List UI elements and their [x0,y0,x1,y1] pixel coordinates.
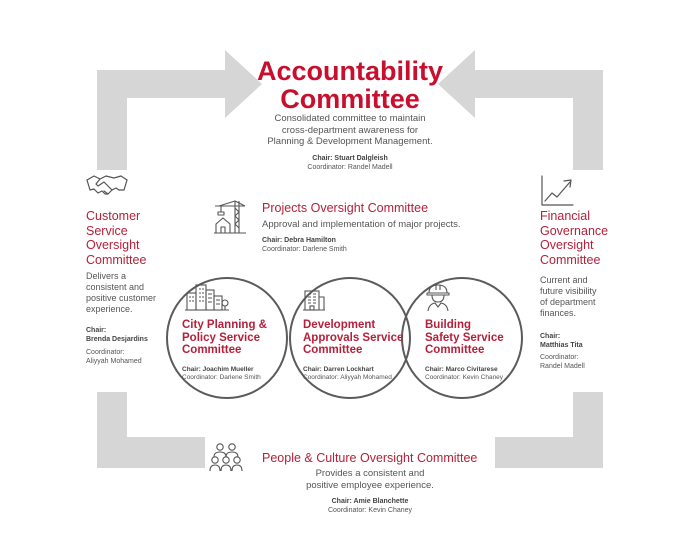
development-title [303,319,413,357]
development-coordinator: Coordinator: Aliyyah Mohamed [303,374,392,381]
city-planning-chair: Chair: Joachim Mueller [182,366,254,373]
city-planning-title-line3: Committee [182,344,242,356]
projects-description: Approval and implementation of major projects. [262,219,461,230]
customer-service-desc-line3: positive customer [86,293,157,303]
development-title-line2: Approvals Service [303,331,404,344]
financial-desc-line2: future visibility [540,286,597,296]
financial-chair-label: Chair: [540,333,561,340]
financial-chair-name: Matthias Tita [540,342,583,349]
accountability-desc-line3: Planning & Development Management. [267,136,433,147]
customer-service-coord-label: Coordinator: [86,349,125,356]
financial-coord-label: Coordinator: [540,354,579,361]
people-chair: Chair: Amie Blanchette [331,498,409,505]
customer-service-chair-label: Chair: [86,327,107,334]
customer-service-desc-line2: consistent and [86,282,145,292]
city-planning-coordinator: Coordinator: Darlene Smith [182,374,261,381]
financial-desc-line3: of department [540,297,596,307]
hard-hat-worker-icon [426,283,450,311]
customer-service-title-line1: Customer [86,209,141,223]
building-chair: Chair: Marco Civitarese [425,366,498,373]
building-title-line1: Building [425,319,471,331]
financial-title-line1: Financial [540,209,591,223]
projects-coordinator: Coordinator: Darlene Smith [262,246,347,253]
city-planning-title-line2: Policy Service [182,331,260,344]
development-chair: Chair: Darren Lockhart [303,366,374,373]
customer-service-title-line3: Oversight [86,238,140,252]
development-title-line1: Development [303,319,376,331]
accountability-title-line1: Accountability [256,56,444,86]
people-title: People & Culture Oversight Committee [262,451,478,465]
accountability-chair: Chair: Stuart Dalgleish [312,155,388,162]
building-title [425,319,525,357]
development-title-line3: Committee [303,344,363,356]
people-group-icon [210,442,246,472]
projects-title: Projects Oversight Committee [262,201,429,215]
customer-service-desc-line4: experience. [86,304,133,314]
accountability-desc-line1: Consolidated committee to maintain [274,113,426,124]
customer-service-coord-name: Aliyyah Mohamed [86,358,142,365]
customer-service-title-line4: Committee [86,252,147,267]
people-desc-line1: Provides a consistent and [315,468,425,479]
financial-coord-name: Randel Madell [540,363,585,370]
city-buildings-icon [185,281,229,311]
building-coordinator: Coordinator: Kevin Chaney [425,374,504,381]
office-building-icon [303,289,325,311]
projects-chair: Chair: Debra Hamilton [262,237,336,244]
people-desc-line2: positive employee experience. [306,479,434,491]
customer-service-title-line2: Service [86,223,128,238]
building-title-line2: Safety Service [425,331,504,344]
financial-title-line2: Governance [540,223,609,238]
customer-service-chair-name: Brenda Desjardins [86,336,148,343]
accountability-title-line2: Committee [280,84,420,114]
financial-desc-line1: Current and [540,275,588,285]
city-planning-title [182,319,282,357]
people-coordinator: Coordinator: Kevin Chaney [327,507,413,514]
accountability-desc-line2: cross-department awareness for [281,124,419,136]
accountability-coordinator: Coordinator: Randel Madell [307,164,393,171]
financial-title-line3: Oversight [540,238,594,252]
people-description [270,468,470,491]
financial-desc-line4: finances. [540,308,577,318]
financial-title-line4: Committee [540,252,601,267]
customer-service-desc-line1: Delivers a [86,271,127,281]
building-title-line3: Committee [425,344,485,356]
city-planning-title-line1: City Planning & [182,319,267,331]
